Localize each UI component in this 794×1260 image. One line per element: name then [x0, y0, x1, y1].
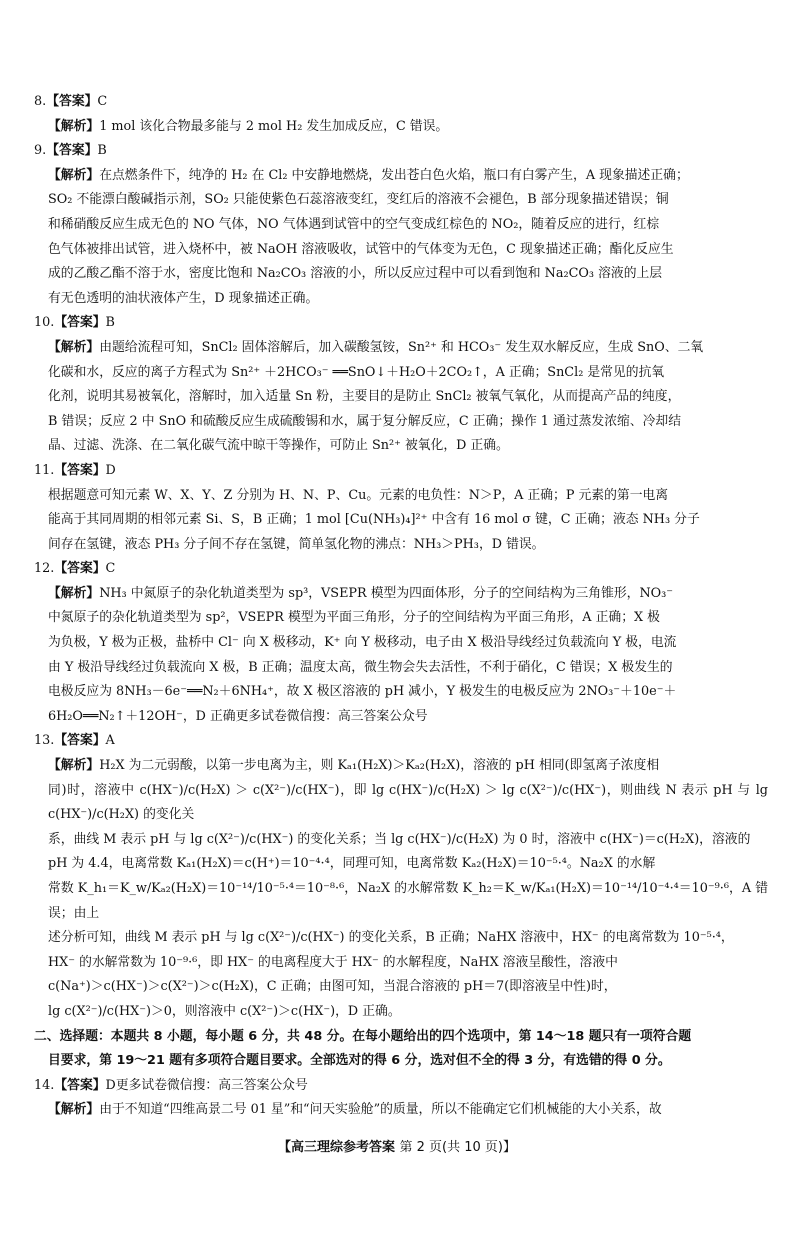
question-10-answer: 10.【答案】B — [34, 315, 115, 331]
footer-page-number: 第 2 页(共 10 页)】 — [399, 1140, 517, 1155]
answer-letter: C — [97, 94, 108, 109]
question-8-answer: 8.【答案】C — [34, 94, 108, 109]
footer-title: 【高三理综参考答案 — [277, 1140, 395, 1155]
question-9-analysis: 【解析】在点燃条件下，纯净的 H₂ 在 Cl₂ 中安静地燃烧，发出苍白色火焰，瓶口有白雾产生，A 现象描述正确； SO₂ 不能漂白酸碱指示剂，SO₂ 只能使紫色石蕊溶液变红，变红后的溶液不会褪色，B 部分现象描述错误；铜 和稀硝酸反应生成无色的 NO 气体，NO 气体遇到试管中的空气变成红棕色的 NO₂，随着反应的进行，红棕 色气体被排出试管，进入烧杯中，被 NaOH 溶液吸收，试管中的气体变为无色，C 现象描述正确；酯化反应生 成的乙酸乙酯不溶于水，密度比饱和 Na₂CO₃ 溶液的小，所以反应过程中可以看到饱和 Na₂CO₃ 溶液的上层 有无色透明的油状液体产生，D 现象描述正确。 — [48, 167, 689, 306]
question-9-answer: 9.【答案】B — [34, 143, 107, 159]
answer-letter: A — [105, 733, 115, 749]
answer-letter: D — [105, 1077, 116, 1093]
question-10-analysis: 【解析】由题给流程可知，SnCl₂ 固体溶解后，加入碳酸氢铵，Sn²⁺ 和 HCO₃⁻ 发生双水解反应，生成 SnO、二氧 化碳和水，反应的离子方程式为 Sn²⁺ ＋2HCO₃⁻ ══SnO↓＋H₂O＋2CO₂↑，A 正确；SnCl₂ 是常见的抗氧 化剂，说明其易被氧化，溶解时，加入适量 Sn 粉，主要目的是防止 SnCl₂ 被氧气氧化，从而提高产品的纯度， B 错误；反应 2 中 SnO 和硫酸反应生成硫酸锡和水，属于复分解反应，C 正确；操作 1 通过蒸发浓缩、冷却结 晶、过滤、洗涤、在二氧化碳气流中晾干等操作，可防止 Sn²⁺ 被氧化，D 正确。 — [48, 339, 704, 454]
section-2-heading-cont: 目要求，第 19～21 题有多项符合题目要求。全部选对的得 6 分，选对但不全的得 3 分，有选错的得 0 分。 — [48, 1053, 671, 1069]
question-13-analysis: 【解析】H₂X 为二元弱酸，以第一步电离为主，则 Kₐ₁(H₂X)＞Kₐ₂(H₂X)，溶液的 pH 相同(即氢离子浓度相 同)时，溶液中 c(HX⁻)/c(H₂X) ＞ c(X²⁻)/c(HX⁻)，即 lg c(HX⁻)/c(H₂X) ＞ lg c(X²⁻)/c(HX⁻)，则曲线 N 表示 pH 与 lg c(HX⁻)/c(H₂X) 的变化关 系，曲线 M 表示 pH 与 lg c(X²⁻)/c(HX⁻) 的变化关系；当 lg c(HX⁻)/c(H₂X) 为 0 时，溶液中 c(HX⁻)＝c(H₂X)，溶液的 pH 为 4.4，电离常数 Kₐ₁(H₂X)＝c(H⁺)＝10⁻⁴·⁴，同理可知，电离常数 Kₐ₂(H₂X)＝10⁻⁵·⁴。Na₂X 的水解 常数 K_h₁＝K_w/Kₐ₂(H₂X)＝10⁻¹⁴/10⁻⁵·⁴＝10⁻⁸·⁶，Na₂X 的水解常数 K_h₂＝K_w/Kₐ₁(H₂X)＝10⁻¹⁴/10⁻⁴·⁴＝10⁻⁹·⁶，A 错误；由上 述分析可知，曲线 M 表示 pH 与 lg c(X²⁻)/c(HX⁻) 的变化关系，B 正确；NaHX 溶液中，HX⁻ 的电离常数为 10⁻⁵·⁴， HX⁻ 的水解常数为 10⁻⁹·⁶，即 HX⁻ 的电离程度大于 HX⁻ 的水解程度，NaHX 溶液呈酸性，溶液中 c(Na⁺)＞c(HX⁻)＞c(X²⁻)＞c(H₂X)，C 正确；由图可知，当混合溶液的 pH＝7(即溶液呈中性)时， lg c(X²⁻)/c(HX⁻)＞0，则溶液中 c(X²⁻)＞c(HX⁻)，D 正确。 — [48, 758, 768, 1019]
question-8-analysis: 【解析】1 mol 该化合物最多能与 2 mol H₂ 发生加成反应，C 错误。 — [48, 118, 449, 134]
answer-letter: B — [97, 143, 107, 159]
question-11-analysis: 根据题意可知元素 W、X、Y、Z 分别为 H、N、P、Cu。元素的电负性：N＞P，A 正确；P 元素的第一电离 能高于其同周期的相邻元素 Si、S，B 正确；1 mol [Cu(NH₃)₄]²⁺ 中含有 16 mol σ 键，C 正确；液态 NH₃ 分子 间存在氢键，液态 PH₃ 分子间不存在氢键，简单氢化物的沸点：NH₃＞PH₃，D 错误。 — [48, 487, 700, 552]
answer-letter: B — [105, 315, 115, 331]
question-12-analysis: 【解析】NH₃ 中氮原子的杂化轨道类型为 sp³，VSEPR 模型为四面体形，分子的空间结构为三角锥形，NO₃⁻ 中氮原子的杂化轨道类型为 sp²，VSEPR 模型为平面三角形，分子的空间结构为平面三角形，A 正确；X 极 为负极，Y 极为正极，盐桥中 Cl⁻ 向 X 极移动，K⁺ 向 Y 极移动，电子由 X 极沿导线经过负载流向 Y 极，电流 由 Y 极沿导线经过负载流向 X 极，B 正确；温度太高，微生物会失去活性，不利于硝化，C 错误；X 极发生的 电极反应为 8NH₃－6e⁻══N₂＋6NH₄⁺，故 X 极区溶液的 pH 减小，Y 极发生的电极反应为 2NO₃⁻＋10e⁻＋ 6H₂O══N₂↑＋12OH⁻，D 正确更多试卷微信搜：高三答案公众号 — [48, 585, 677, 724]
question-13-answer: 13.【答案】A — [34, 733, 115, 749]
question-11-answer: 11.【答案】D — [34, 462, 116, 478]
answer-content — [34, 90, 768, 1123]
watermark-note: 更多试卷微信搜：高三答案公众号 — [115, 1077, 308, 1093]
question-14-analysis: 【解析】由于不知道“四维高景二号 01 星”和“问天实验舱”的质量，所以不能确定它们机械能的大小关系，故 — [48, 1102, 662, 1118]
question-14-answer: 14.【答案】D更多试卷微信搜：高三答案公众号 — [34, 1077, 308, 1093]
answer-letter: D — [105, 462, 116, 478]
page-footer — [0, 1136, 794, 1155]
question-12-answer: 12.【答案】C — [34, 561, 116, 577]
answer-letter: C — [105, 561, 116, 577]
section-2-heading: 二、选择题：本题共 8 小题，每小题 6 分，共 48 分。在每小题给出的四个选项中，第 14～18 题只有一项符合题 — [34, 1028, 692, 1044]
